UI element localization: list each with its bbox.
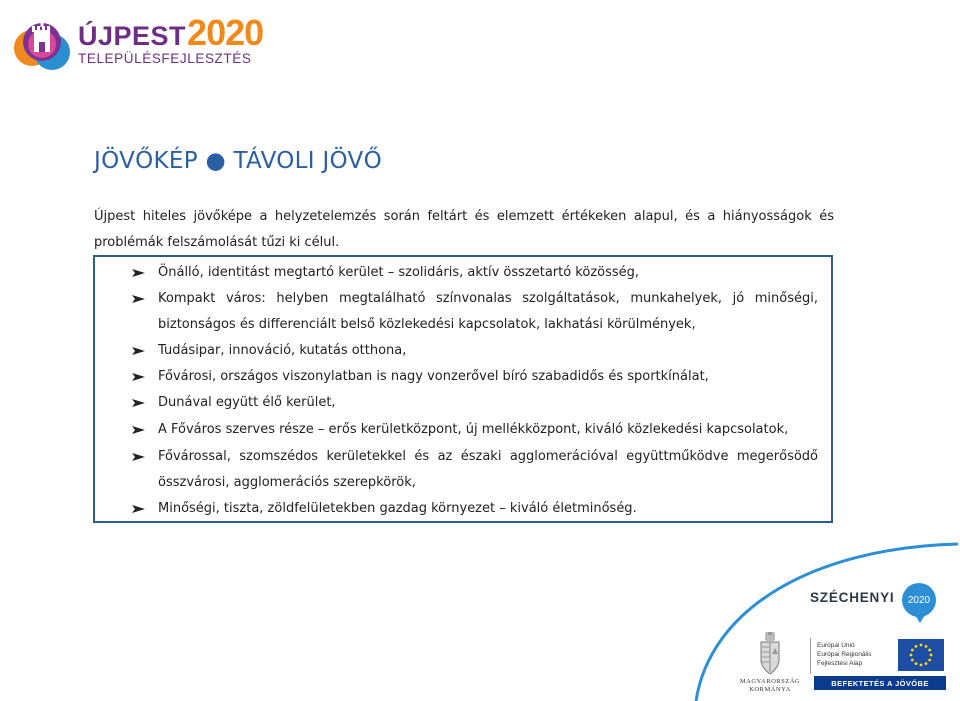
eu-line: Európai Regionális: [817, 651, 872, 658]
page-title: JÖVŐKÉP ● TÁVOLI JÖVŐ: [94, 148, 382, 174]
goal-line: Minőségi, tiszta, zöldfelületekben gazdag környezet – kiváló életminőség.: [158, 501, 637, 516]
goal-text: [158, 286, 818, 338]
map-pin-icon: [915, 615, 925, 623]
goal-text: [158, 444, 818, 496]
divider: [810, 638, 811, 674]
vision-goals-box: [93, 255, 833, 523]
eu-label: [817, 641, 897, 668]
arrow-bullet-icon: [132, 417, 145, 443]
eu-line: Európai Unió: [817, 642, 855, 649]
goal-text: [158, 364, 818, 390]
eu-line: Fejlesztési Alap: [817, 660, 863, 667]
eu-star-icon: [920, 644, 923, 647]
arrow-bullet-icon: [132, 338, 145, 364]
logo-title: [78, 12, 263, 54]
logo-word: ÚJPEST: [78, 21, 187, 51]
goal-line: összvárosi, agglomerációs szerepkörök,: [158, 475, 416, 490]
eu-banner: BEFEKTETÉS A JÖVŐBE: [814, 676, 946, 690]
intro-line: Újpest hiteles jövőképe a helyzetelemzés során feltárt és elemzett értékeken alapul, és a hiányosságok és: [94, 209, 834, 224]
arrow-bullet-icon: [132, 496, 145, 522]
intro-line: problémák felszámolását tűzi ki célul.: [94, 235, 340, 250]
eu-star-icon: [915, 645, 918, 648]
eu-star-icon: [911, 659, 914, 662]
eu-star-icon: [910, 654, 913, 657]
goal-line: A Főváros szerves része – erős kerületközpont, új mellékközpont, kiváló közlekedési kapcsolatok,: [158, 422, 789, 437]
logo-year: 2020: [187, 12, 264, 53]
arrow-bullet-icon: [132, 286, 145, 312]
eu-star-icon: [930, 654, 933, 657]
eu-star-icon: [925, 645, 928, 648]
szechenyi-2020-badge: [690, 540, 960, 701]
eu-star-icon: [928, 649, 931, 652]
goal-line: Dunával együtt élő kerület,: [158, 395, 336, 410]
goal-line: biztonságos és differenciált belső közlekedési kapcsolatok, lakhatási körülmények,: [158, 317, 696, 332]
intro-paragraph: [94, 204, 834, 256]
goal-text: [158, 496, 818, 522]
hungarian-coat-of-arms-icon: [758, 632, 782, 676]
eu-flag-icon: [898, 639, 944, 671]
ujpest-logo: [12, 8, 272, 74]
arrow-bullet-icon: [132, 444, 145, 470]
goal-text: [158, 417, 818, 443]
arrow-bullet-icon: [132, 260, 145, 286]
goal-line: Fővárossal, szomszédos kerületekkel és az északi agglomerációval együttműködve megerősödő: [158, 449, 818, 464]
arrow-bullet-icon: [132, 364, 145, 390]
goal-text: [158, 338, 818, 364]
szechenyi-year: 2020: [902, 583, 936, 617]
goal-line: Tudásipar, innováció, kutatás otthona,: [158, 343, 407, 358]
goal-line: Önálló, identitást megtartó kerület – szolidáris, aktív összetartó közösség,: [158, 265, 640, 280]
government-label: [738, 678, 802, 694]
goal-line: Kompakt város: helyben megtalálható színvonalas szolgáltatások, munkahelyek, jó minőségi,: [158, 291, 818, 306]
goal-text: [158, 260, 818, 286]
logo-subtitle: TELEPÜLÉSFEJLESZTÉS: [78, 51, 252, 66]
eu-star-icon: [920, 664, 923, 667]
goal-text: [158, 390, 818, 416]
eu-star-icon: [911, 649, 914, 652]
eu-star-icon: [928, 659, 931, 662]
castle-emblem-icon: [12, 8, 76, 74]
gov-line: MAGYARORSZÁG: [739, 678, 801, 685]
arrow-bullet-icon: [132, 390, 145, 416]
goal-line: Fővárosi, országos viszonylatban is nagy vonzerővel bíró szabadidős és sportkínálat,: [158, 369, 709, 384]
eu-star-icon: [925, 662, 928, 665]
eu-star-icon: [915, 662, 918, 665]
szechenyi-label: SZÉCHENYI: [810, 590, 895, 605]
gov-line: KORMÁNYA: [749, 686, 791, 693]
